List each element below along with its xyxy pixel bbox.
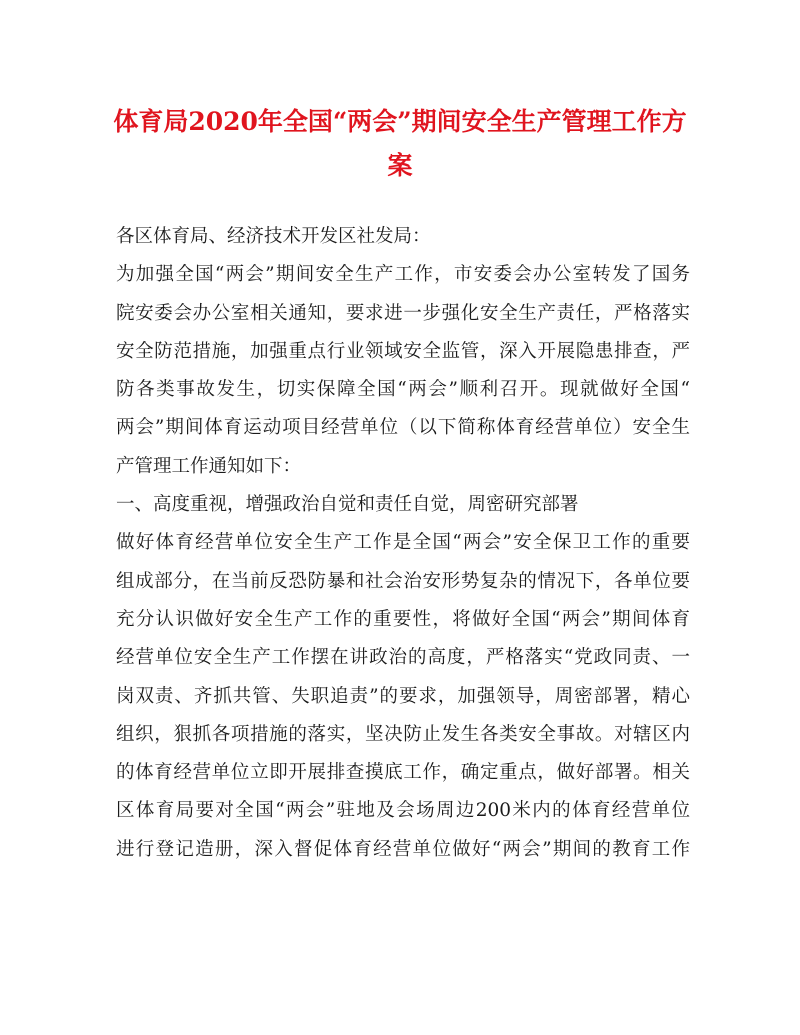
title-line-2: 案: [387, 151, 413, 180]
document-body: [116, 218, 690, 869]
paragraph-line: 的体育经营单位立即开展排查摸底工作，确定重点，做好部署。相关: [116, 762, 690, 784]
paragraph-line: 防各类事故发生，切实保障全国“两会”顺利召开。现就做好全国“: [116, 379, 690, 401]
paragraph-line: 岗双责、齐抓共管、失职追责”的要求，加强领导，周密部署，精心: [116, 685, 690, 707]
paragraph-line: 安全防范措施，加强重点行业领域安全监管，深入开展隐患排查，严: [116, 340, 690, 362]
document-title: [108, 100, 692, 188]
paragraph-line: 两会”期间体育运动项目经营单位（以下简称体育经营单位）安全生: [116, 417, 690, 439]
section-heading: 一、高度重视，增强政治自觉和责任自觉，周密研究部署: [116, 494, 579, 516]
paragraph-line: 做好体育经营单位安全生产工作是全国“两会”安全保卫工作的重要: [116, 532, 690, 554]
paragraph-line: 进行登记造册，深入督促体育经营单位做好“两会”期间的教育工作: [116, 838, 690, 860]
title-line-1: 体育局2020年全国“两会”期间安全生产管理工作方: [113, 107, 687, 136]
paragraph-line: 充分认识做好安全生产工作的重要性，将做好全国“两会”期间体育: [116, 608, 690, 630]
paragraph-line: 区体育局要对全国“两会”驻地及会场周边200米内的体育经营单位: [116, 800, 690, 822]
paragraph-line: 产管理工作通知如下：: [116, 455, 302, 477]
salutation: 各区体育局、经济技术开发区社发局：: [116, 226, 431, 247]
paragraph-line: 院安委会办公室相关通知，要求进一步强化安全生产责任，严格落实: [116, 302, 690, 324]
paragraph-line: 组成部分，在当前反恐防暴和社会治安形势复杂的情况下，各单位要: [116, 570, 690, 592]
paragraph-line: 组织，狠抓各项措施的落实，坚决防止发生各类安全事故。对辖区内: [116, 723, 690, 745]
paragraph-line: 为加强全国“两会”期间安全生产工作，市安委会办公室转发了国务: [116, 264, 690, 286]
paragraph-line: 经营单位安全生产工作摆在讲政治的高度，严格落实“党政同责、一: [116, 647, 690, 669]
